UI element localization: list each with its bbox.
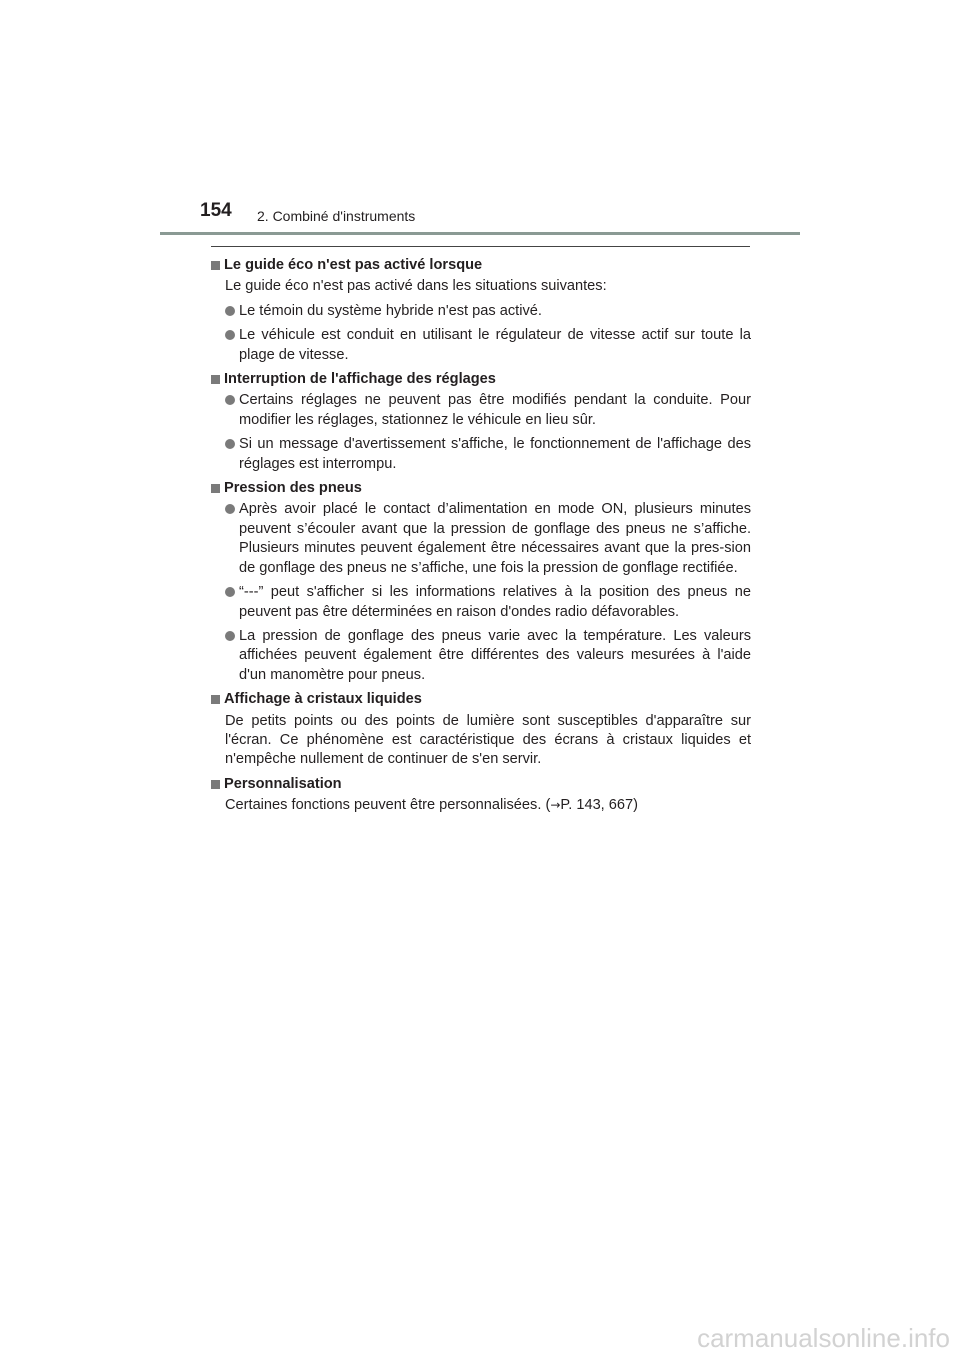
watermark: carmanualsonline.info: [697, 1323, 950, 1353]
list-item: [210, 391, 751, 430]
list-item-text: Si un message d'avertissement s'affiche, le fonctionnement de l'affichage des réglages est interrompu.: [239, 436, 751, 472]
section-paragraph: Le guide éco n'est pas activé dans les situations suivantes:: [225, 278, 607, 295]
arrow-right-icon: →: [550, 798, 561, 813]
page-content: [210, 256, 751, 821]
page-reference-link[interactable]: P. 143, 667): [560, 797, 639, 814]
list-item: [210, 435, 751, 474]
section-top-rule: [211, 246, 750, 247]
list-item-text: Après avoir placé le contact d’alimentation en mode ON, plusieurs minutes peuvent s’écouler avant que la pression de gonflage des pneus ne s’affiche. Plusieurs minutes peuvent également être nécessaires avant que la pres-sion de gonflage des pneus ne s’affiche, une fois la pression de gonflage rectifiée.: [239, 501, 751, 576]
page-number: 154: [200, 200, 232, 221]
paragraph-text: Certaines fonctions peuvent être personnalisées. (: [225, 797, 551, 814]
round-bullet-icon: [225, 504, 235, 514]
list-item-text: Certains réglages ne peuvent pas être modifiés pendant la conduite. Pour modifier les réglages, stationnez le véhicule en lieu sûr.: [239, 392, 751, 428]
section-heading: Personnalisation: [224, 775, 342, 792]
list-item: [210, 302, 751, 321]
round-bullet-icon: [225, 395, 235, 405]
list-item-text: Le témoin du système hybride n'est pas activé.: [239, 302, 542, 319]
list-item: [210, 326, 751, 365]
square-bullet-icon: [211, 375, 220, 384]
square-bullet-icon: [211, 261, 220, 270]
section-customization: [210, 775, 751, 816]
section-tire-pressure: [210, 479, 751, 685]
square-bullet-icon: [211, 780, 220, 789]
chapter-title: 2. Combiné d'instruments: [257, 208, 416, 224]
square-bullet-icon: [211, 484, 220, 493]
list-item-text: “---” peut s'afficher si les informations relatives à la position des pneus ne peuvent pas être déterminées en raison d'ondes radio défavorables.: [239, 584, 751, 620]
header-rule: [160, 232, 800, 235]
section-heading: Interruption de l'affichage des réglages: [224, 371, 496, 388]
list-item-text: Le véhicule est conduit en utilisant le régulateur de vitesse actif sur toute la plage de vitesse.: [239, 327, 751, 363]
round-bullet-icon: [225, 631, 235, 641]
section-heading: Le guide éco n'est pas activé lorsque: [224, 257, 483, 273]
round-bullet-icon: [225, 439, 235, 449]
section-paragraph: [210, 796, 751, 815]
round-bullet-icon: [225, 306, 235, 316]
round-bullet-icon: [225, 587, 235, 597]
list-item-text: La pression de gonflage des pneus varie avec la température. Les valeurs affichées peuvent également être différentes des valeurs mesurées à l'aide d'un manomètre pour pneus.: [239, 627, 751, 683]
section-heading: Pression des pneus: [224, 480, 362, 497]
section-eco-guide: [210, 256, 751, 365]
section-heading: Affichage à cristaux liquides: [224, 691, 422, 708]
list-item: [210, 583, 751, 622]
round-bullet-icon: [225, 330, 235, 340]
square-bullet-icon: [211, 695, 220, 704]
list-item: [210, 500, 751, 578]
section-settings-interruption: [210, 370, 751, 474]
section-paragraph: De petits points ou des points de lumière sont susceptibles d'apparaître sur l'écran. Ce phénomène est caractéristique des écrans à cristaux liquides et n'empêche nullement de continuer de s'en servir.: [225, 712, 751, 768]
list-item: [210, 627, 751, 685]
section-lcd: [210, 690, 751, 770]
